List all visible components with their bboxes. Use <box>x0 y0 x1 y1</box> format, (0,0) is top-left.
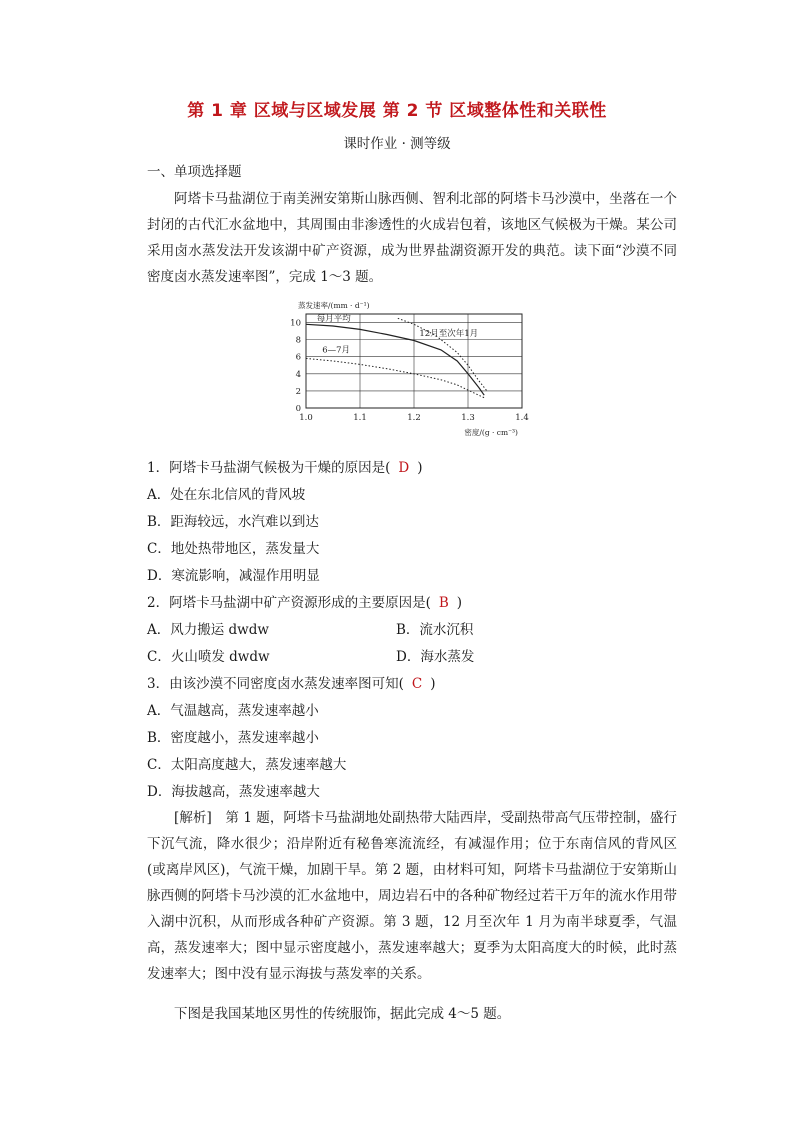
question-2-stem: 2．阿塔卡马盐湖中矿产资源形成的主要原因是( <box>147 595 431 611</box>
q2-option-d: D．海水蒸发 <box>396 649 475 665</box>
question-3 <box>147 672 435 692</box>
y-tick-label: 10 <box>290 318 301 329</box>
analysis-paragraph: [解析] 第 1 题，阿塔卡马盐湖地处副热带大陆西岸，受副热带高气压带控制，盛行下沉气流，降水很少；沿岸附近有秘鲁寒流流经，有减湿作用；位于东南信风的背风区(或离岸风区)，气流干燥，加剧干旱。第 2 题，由材料可知，阿塔卡马盐湖位于安第斯山脉西侧的阿塔卡马沙漠的汇水盆地中，周边岩石中的各种矿物经过若干万年的流水作用带入湖中沉积，从而形成各种矿产资源。第 3 题，12 月至次年 1 月为南半球夏季，气温高，蒸发速率大；图中显示密度越小，蒸发速率越大；夏季为太阳高度大的时候，此时蒸发速率大；图中没有显示海拔与蒸发率的关系。 <box>147 810 677 982</box>
question-1 <box>147 456 422 476</box>
q1-option-b: B．距海较远，水汽难以到达 <box>147 514 319 530</box>
question-1-stem: 1．阿塔卡马盐湖气候极为干燥的原因是( <box>147 460 391 476</box>
question-2-close: ) <box>456 595 463 611</box>
x-tick-label: 1.1 <box>353 413 367 423</box>
y-tick-label: 2 <box>295 386 301 397</box>
y-tick-label: 6 <box>295 352 301 363</box>
q3-option-a: A．气温越高，蒸发速率越小 <box>147 703 319 719</box>
q2-option-a: A．风力搬运 dwdw <box>147 622 269 638</box>
series-label-0: 每月平均 <box>316 313 351 324</box>
q1-option-c: C．地处热带地区，蒸发量大 <box>147 541 320 557</box>
y-tick-label: 0 <box>295 404 301 414</box>
q3-option-c: C．太阳高度越大，蒸发速率越大 <box>147 757 347 773</box>
question-1-close: ) <box>417 460 423 476</box>
question-2 <box>147 591 462 611</box>
x-tick-label: 1.2 <box>407 413 421 423</box>
next-section-intro: 下图是我国某地区男性的传统服饰，据此完成 4～5 题。 <box>174 1006 511 1022</box>
x-tick-label: 1.0 <box>299 413 313 423</box>
question-3-close: ) <box>430 676 436 692</box>
section-heading: 一、单项选择题 <box>147 164 242 180</box>
series-label-2: 6—7月 <box>322 345 351 356</box>
question-3-answer: C <box>411 676 423 692</box>
q2-option-b: B．流水沉积 <box>396 622 474 638</box>
evaporation-chart <box>272 296 532 446</box>
x-tick-label: 1.4 <box>515 413 529 423</box>
series-label-1: 12月至次年1月 <box>419 329 479 340</box>
y-tick-label: 8 <box>295 335 301 346</box>
q1-option-d: D．寒流影响，减湿作用明显 <box>147 568 320 584</box>
question-3-stem: 3．由该沙漠不同密度卤水蒸发速率图可知( <box>147 676 404 692</box>
chart-svg <box>272 296 532 446</box>
q3-option-b: B．密度越小，蒸发速率越小 <box>147 730 319 746</box>
x-axis-label: 密度/(g · cm⁻³) <box>464 428 518 437</box>
page-title: 第 1 章 区域与区域发展 第 2 节 区域整体性和关联性 <box>187 101 607 121</box>
page-subtitle: 课时作业 · 测等级 <box>343 136 451 152</box>
y-axis-label: 蒸发速率/(mm · d⁻¹) <box>298 301 370 310</box>
y-tick-label: 4 <box>295 369 301 380</box>
question-1-answer: D <box>398 460 410 476</box>
question-2-answer: B <box>438 595 449 611</box>
q2-option-c: C．火山喷发 dwdw <box>147 649 270 665</box>
q3-option-d: D．海拔越高，蒸发速率越大 <box>147 784 320 800</box>
q1-option-a: A．处在东北信风的背风坡 <box>147 487 306 503</box>
x-tick-label: 1.3 <box>461 413 475 423</box>
series-line-2 <box>306 358 484 397</box>
intro-paragraph: 阿塔卡马盐湖位于南美洲安第斯山脉西侧、智利北部的阿塔卡马沙漠中，坐落在一个封闭的古代汇水盆地中，其周围由非渗透性的火成岩包着，该地区气候极为干燥。某公司采用卤水蒸发法开发该湖中矿产资源，成为世界盐湖资源开发的典范。读下面“沙漠不同密度卤水蒸发速率图”，完成 1～3 题。 <box>147 191 677 285</box>
